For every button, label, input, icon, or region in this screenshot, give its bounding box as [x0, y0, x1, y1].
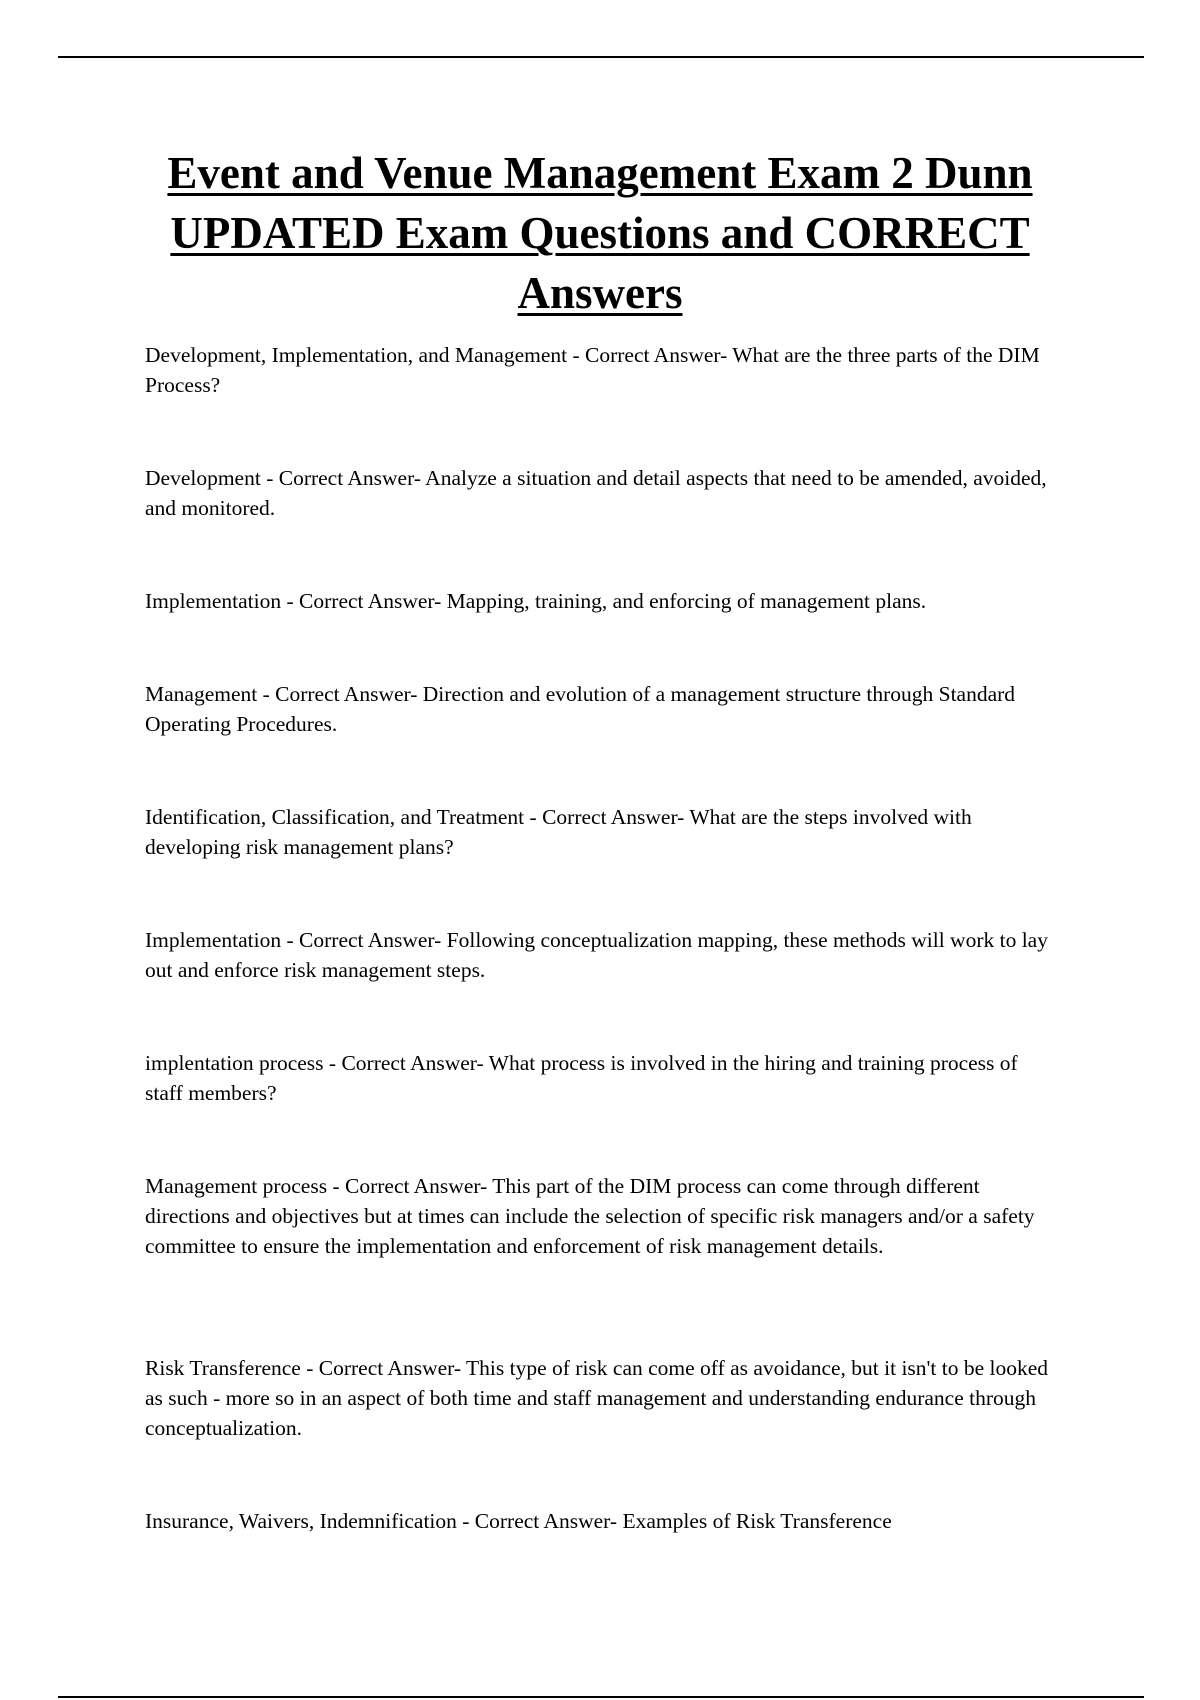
bottom-divider	[58, 1696, 1144, 1698]
qa-item: Implementation - Correct Answer- Following conceptualization mapping, these methods will work to lay out and enforce risk management steps.	[145, 928, 1048, 982]
qa-item: Management - Correct Answer- Direction and evolution of a management structure through Standard Operating Procedures.	[145, 682, 1016, 736]
qa-item: Development - Correct Answer- Analyze a situation and detail aspects that need to be amended, avoided, and monitored.	[145, 466, 1047, 520]
qa-item: implentation process - Correct Answer- What process is involved in the hiring and training process of staff members?	[145, 1051, 1018, 1105]
qa-item: Risk Transference - Correct Answer- This type of risk can come off as avoidance, but it isn't to be looked as such - more so in an aspect of both time and staff management and understanding endurance through conceptualization.	[145, 1356, 1049, 1440]
top-divider	[58, 56, 1144, 58]
qa-item: Identification, Classification, and Treatment - Correct Answer- What are the steps involved with developing risk management plans?	[145, 805, 972, 859]
document-title: Event and Venue Management Exam 2 Dunn UPDATED Exam Questions and CORRECT Answers	[167, 148, 1033, 318]
qa-item: Implementation - Correct Answer- Mapping, training, and enforcing of management plans.	[145, 589, 927, 613]
qa-item: Insurance, Waivers, Indemnification - Correct Answer- Examples of Risk Transference	[145, 1509, 892, 1533]
qa-item: Management process - Correct Answer- This part of the DIM process can come through different directions and objectives but at times can include the selection of specific risk managers and/or a safety committee to ensure the implementation and enforcement of risk management details.	[145, 1174, 1035, 1258]
qa-item: Development, Implementation, and Management - Correct Answer- What are the three parts of the DIM Process?	[145, 343, 1040, 397]
